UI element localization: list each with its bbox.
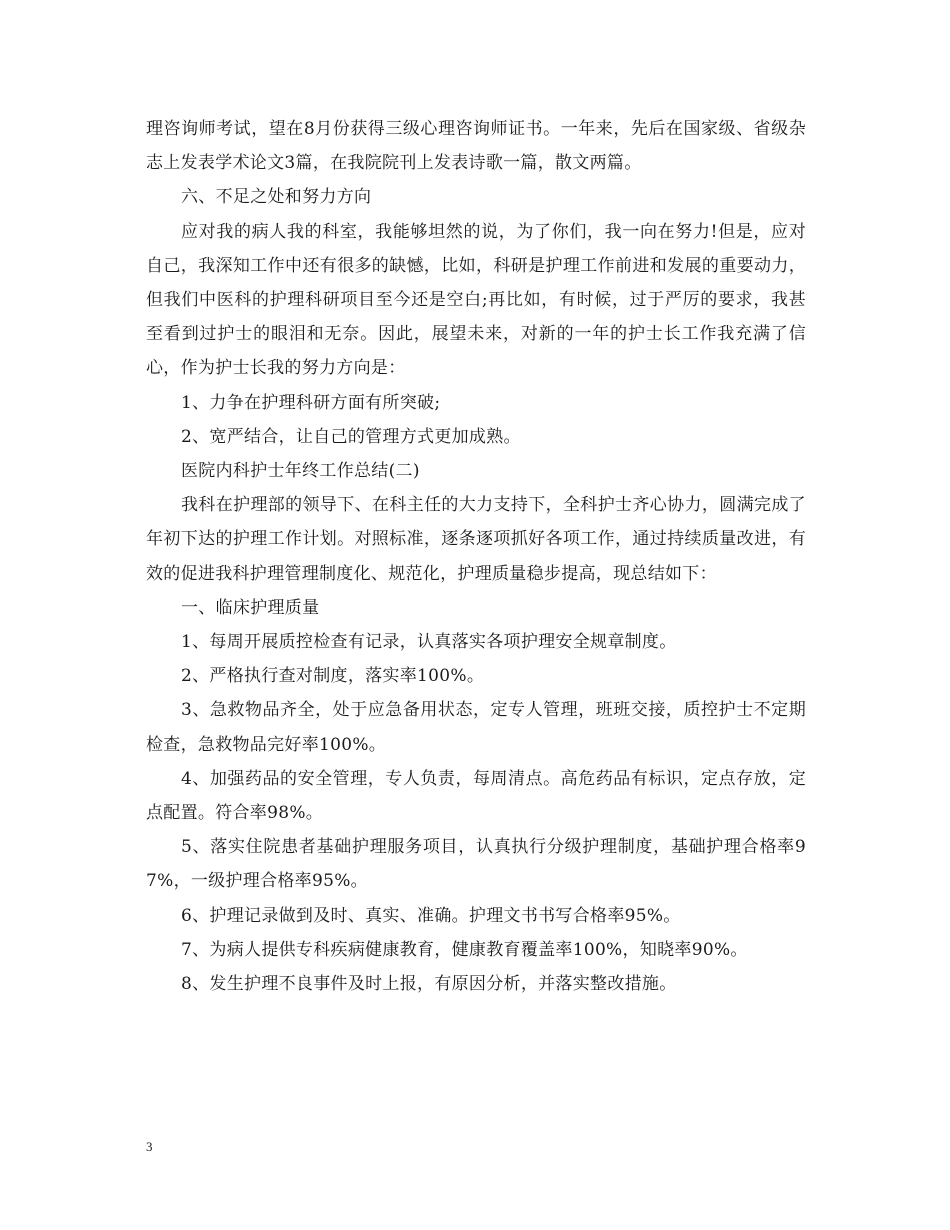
section-heading-clinical-quality: 一、临床护理质量: [181, 597, 320, 618]
list-item: 1、每周开展质控检查有记录，认真落实各项护理安全规章制度。: [181, 632, 677, 653]
list-item: 7、为病人提供专科疾病健康教育，健康教育覆盖率100%，知晓率90%。: [181, 939, 748, 960]
paragraph-continuation: 理咨询师考试，望在8月份获得三级心理咨询师证书。一年来，先后在国家级、省级杂志上发表学术论文3篇，在我院院刊上发表诗歌一篇，散文两篇。: [146, 119, 806, 174]
document-body: [146, 112, 806, 1001]
list-item: 5、落实住院患者基础护理服务项目，认真执行分级护理制度，基础护理合格率97%，一级护理合格率95%。: [146, 837, 806, 892]
section-heading-shortcomings: 六、不足之处和努力方向: [181, 187, 372, 208]
list-item: 8、发生护理不良事件及时上报，有原因分析，并落实整改措施。: [181, 974, 677, 995]
document-subtitle: 医院内科护士年终工作总结(二): [181, 461, 420, 482]
list-item: 6、护理记录做到及时、真实、准确。护理文书书写合格率95%。: [181, 905, 681, 926]
paragraph: 应对我的病人我的科室，我能够坦然的说，为了你们，我一向在努力!但是，应对自己，我深知工作中还有很多的缺憾，比如，科研是护理工作前进和发展的重要动力，但我们中医科的护理科研项目至今还是空白;再比如，有时候，过于严厉的要求，我甚至看到过护士的眼泪和无奈。因此，展望未来，对新的一年的护士长工作我充满了信心，作为护士长我的努力方向是：: [146, 221, 806, 379]
list-item: 1、力争在护理科研方面有所突破;: [181, 392, 441, 413]
page-number: 3: [146, 1139, 153, 1154]
list-item: 3、急救物品齐全，处于应急备用状态，定专人管理，班班交接，质控护士不定期检查，急救物品完好率100%。: [146, 700, 806, 755]
list-item: 4、加强药品的安全管理，专人负责，每周清点。高危药品有标识，定点存放，定点配置。符合率98%。: [146, 768, 806, 824]
paragraph: 我科在护理部的领导下、在科主任的大力支持下，全科护士齐心协力，圆满完成了年初下达的护理工作计划。对照标准，逐条逐项抓好各项工作，通过持续质量改进，有效的促进我科护理管理制度化、规范化，护理质量稳步提高，现总结如下：: [146, 495, 806, 584]
list-item: 2、宽严结合，让自己的管理方式更加成熟。: [181, 426, 521, 447]
list-item: 2、严格执行查对制度，落实率100%。: [181, 666, 485, 687]
